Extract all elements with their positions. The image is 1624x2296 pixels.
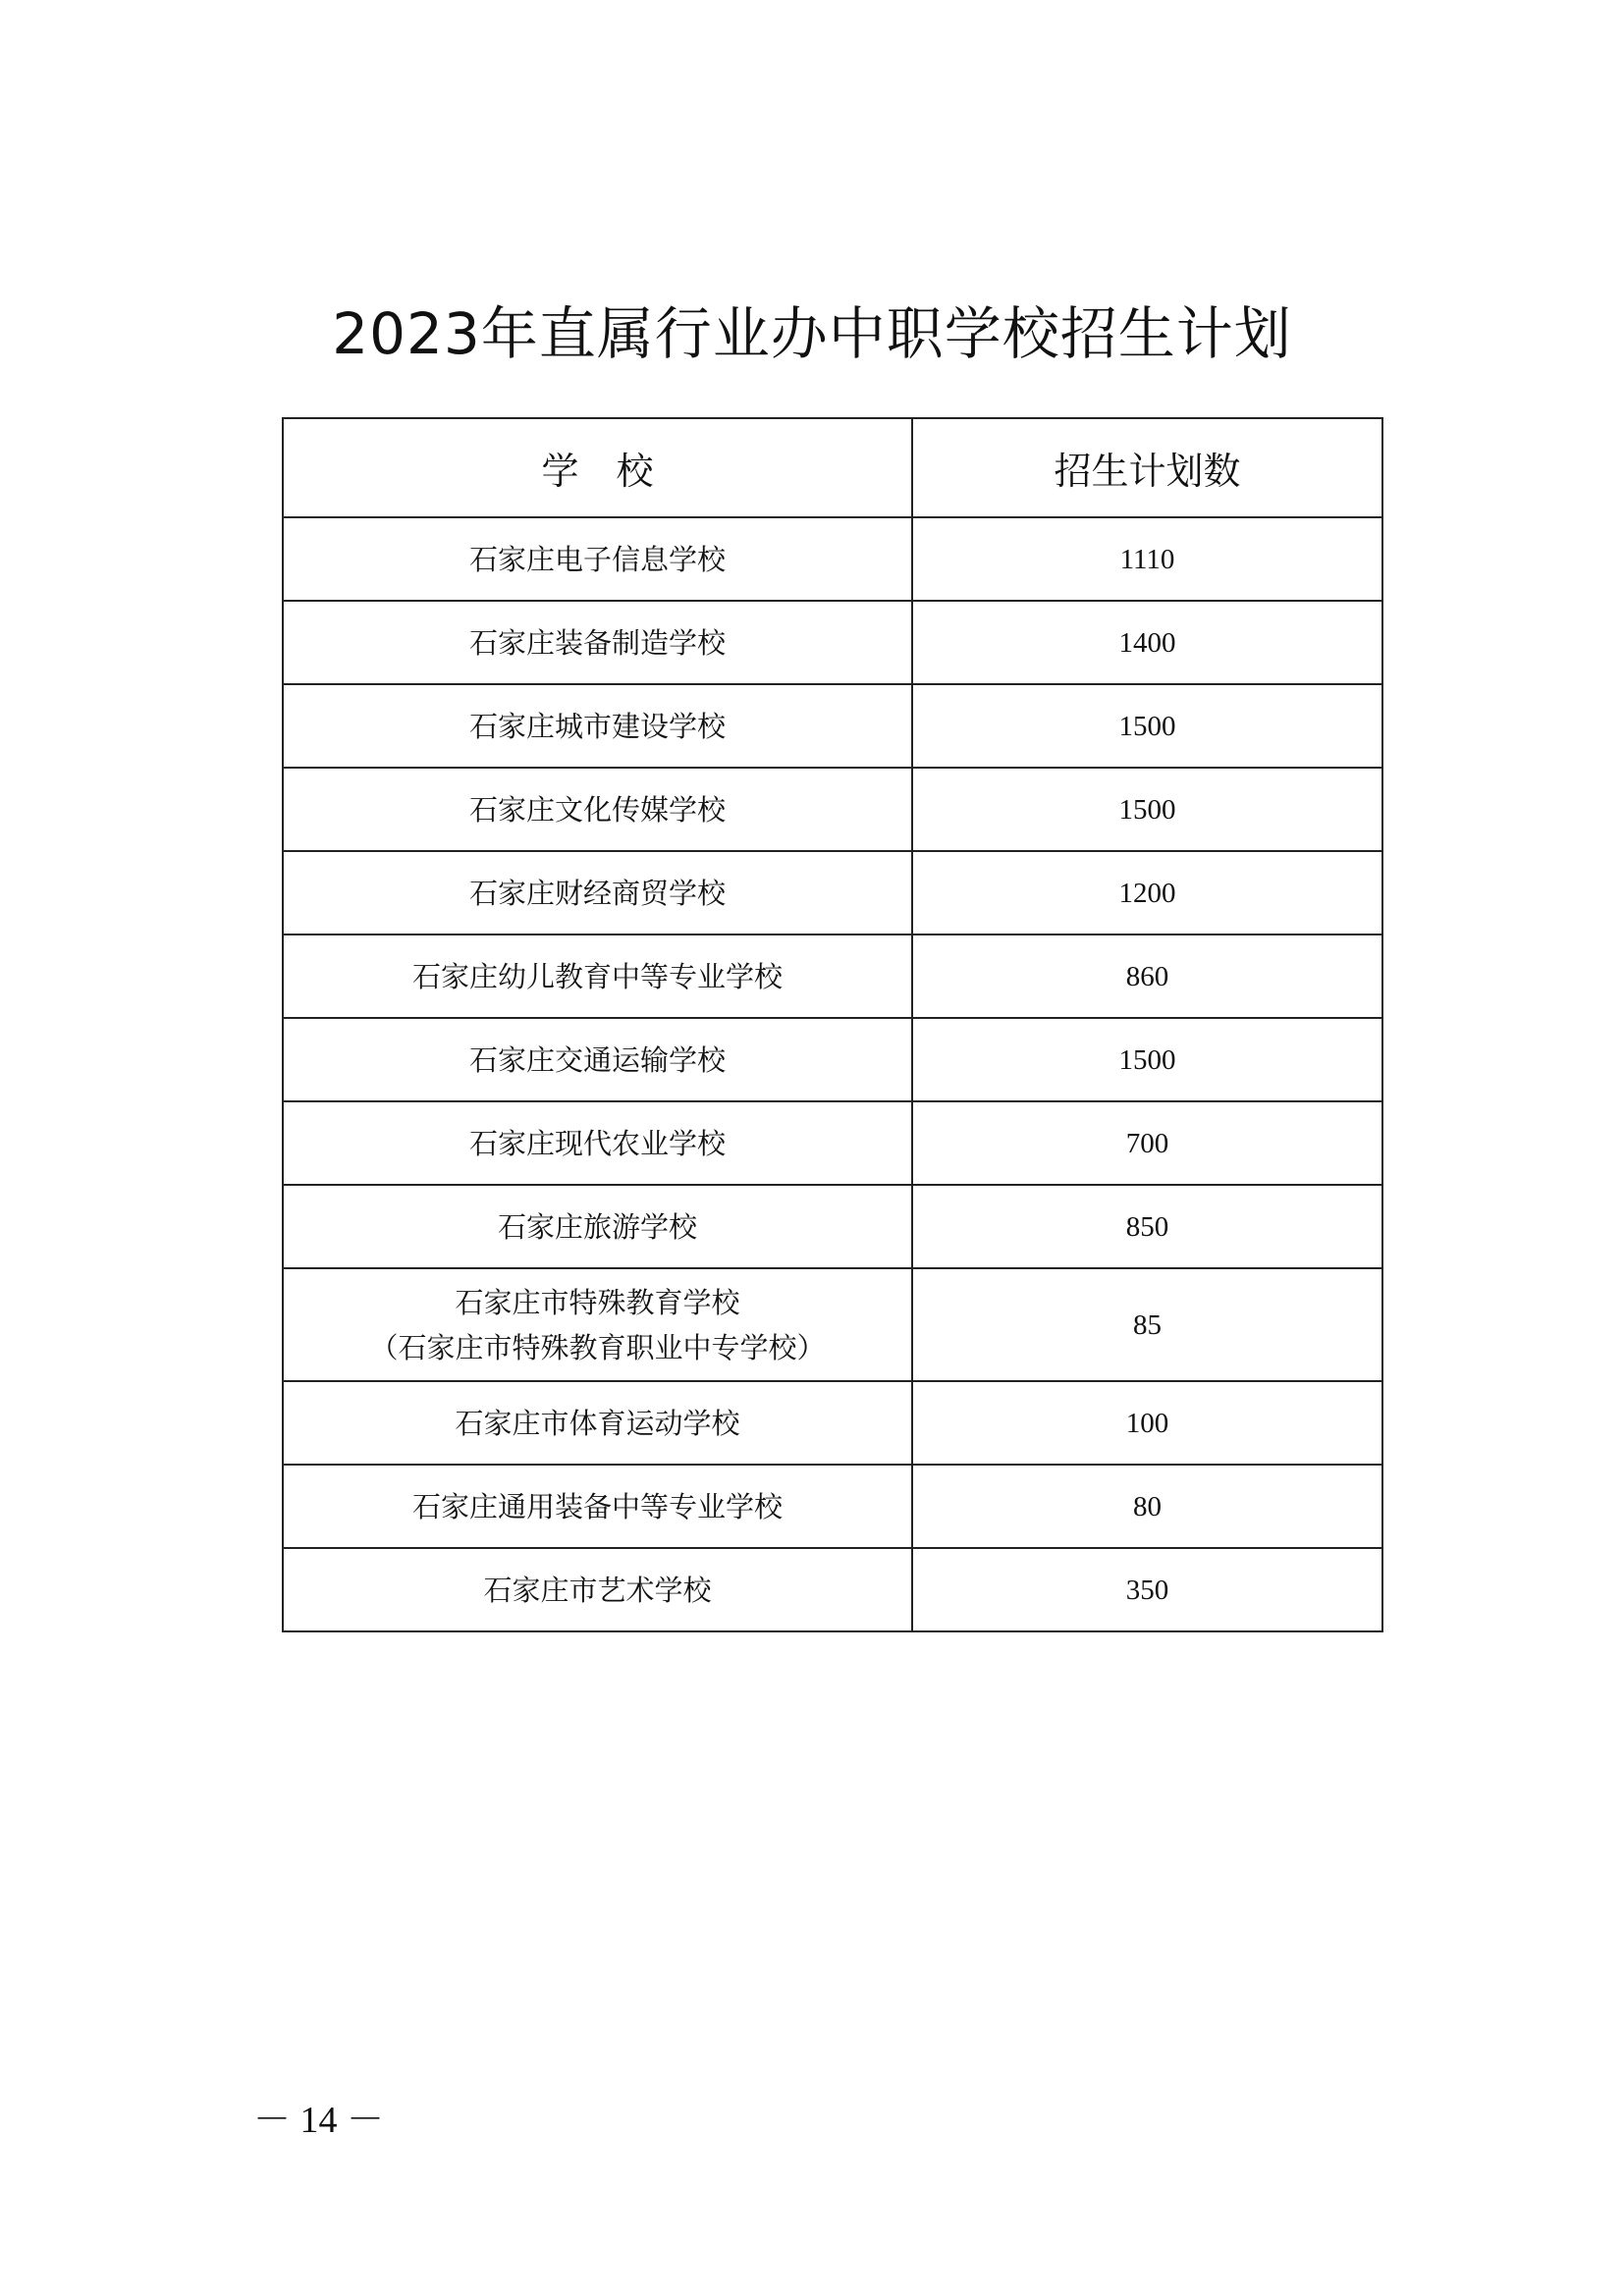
page-number: － 14 － [253, 2100, 385, 2141]
table-row [283, 1018, 1382, 1101]
table-row [283, 768, 1382, 851]
school-cell: 石家庄通用装备中等专业学校 [283, 1465, 912, 1548]
school-cell: 石家庄文化传媒学校 [283, 768, 912, 851]
count-cell: 1500 [912, 684, 1382, 768]
school-cell: 石家庄幼儿教育中等专业学校 [283, 934, 912, 1018]
enrollment-plan-table [282, 417, 1383, 1632]
school-cell: 石家庄市体育运动学校 [283, 1381, 912, 1465]
table-row [283, 684, 1382, 768]
school-cell: 石家庄装备制造学校 [283, 601, 912, 684]
school-cell: 石家庄财经商贸学校 [283, 851, 912, 934]
count-cell: 1500 [912, 1018, 1382, 1101]
school-cell: 石家庄市艺术学校 [283, 1548, 912, 1631]
count-cell: 80 [912, 1465, 1382, 1548]
table-row [283, 1465, 1382, 1548]
school-cell: 石家庄现代农业学校 [283, 1101, 912, 1185]
enrollment-plan-table-container [282, 417, 1381, 1632]
school-cell [283, 1268, 912, 1381]
table-row [283, 601, 1382, 684]
school-cell: 石家庄城市建设学校 [283, 684, 912, 768]
table-header-row [283, 418, 1382, 517]
table-row [283, 517, 1382, 601]
count-cell: 1400 [912, 601, 1382, 684]
count-cell: 85 [912, 1268, 1382, 1381]
school-alternate-name: （石家庄市特殊教育职业中专学校） [369, 1330, 826, 1364]
count-cell: 1110 [912, 517, 1382, 601]
page-title: 2023年直属行业办中职学校招生计划 [332, 300, 1292, 367]
count-cell: 100 [912, 1381, 1382, 1465]
school-cell: 石家庄旅游学校 [283, 1185, 912, 1268]
count-cell: 1500 [912, 768, 1382, 851]
count-cell: 700 [912, 1101, 1382, 1185]
table-row [283, 851, 1382, 934]
header-school: 学 校 [283, 418, 912, 517]
table-row [283, 1548, 1382, 1631]
school-cell: 石家庄交通运输学校 [283, 1018, 912, 1101]
count-cell: 1200 [912, 851, 1382, 934]
table-row [283, 1185, 1382, 1268]
table-row [283, 934, 1382, 1018]
table-row [283, 1381, 1382, 1465]
count-cell: 860 [912, 934, 1382, 1018]
count-cell: 850 [912, 1185, 1382, 1268]
school-name: 石家庄市特殊教育学校 [455, 1285, 740, 1319]
header-enrollment-count: 招生计划数 [912, 418, 1382, 517]
count-cell: 350 [912, 1548, 1382, 1631]
table-row [283, 1101, 1382, 1185]
table-row [283, 1268, 1382, 1381]
school-cell: 石家庄电子信息学校 [283, 517, 912, 601]
